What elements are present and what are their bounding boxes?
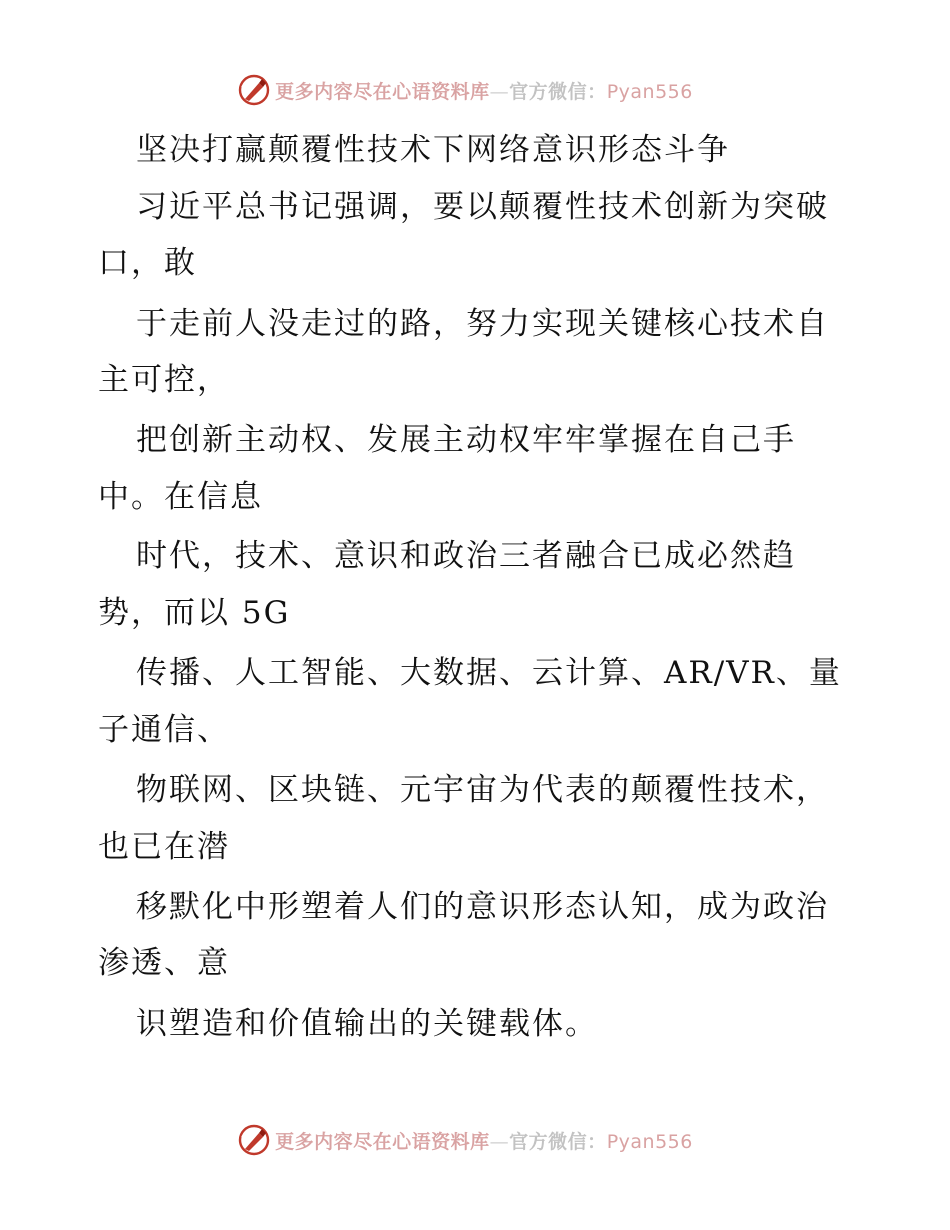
doc-line-4: 主可控， (98, 362, 230, 398)
doc-line-8: 势，而以 5G (98, 595, 291, 631)
header-banner-wechat: Pyan556 (606, 80, 693, 103)
doc-line-12: 也已在潜 (98, 829, 230, 865)
header-banner-dash: — (489, 80, 510, 103)
footer-banner-dash: — (489, 1130, 510, 1153)
footer-banner-inner (237, 1123, 693, 1157)
footer-banner (0, 1120, 950, 1160)
doc-line-6: 中。在信息 (98, 479, 263, 515)
doc-line-10: 子通信、 (98, 712, 230, 748)
doc-line-13: 移默化中形塑着人们的意识形态认知，成为政治 (136, 889, 829, 925)
doc-title: 坚决打赢颠覆性技术下网络意识形态斗争 (136, 132, 730, 168)
doc-line-11: 物联网、区块链、元宇宙为代表的颠覆性技术， (136, 772, 829, 808)
doc-line-2: 口，敢 (98, 245, 197, 281)
doc-line-3: 于走前人没走过的路，努力实现关键核心技术自 (136, 306, 829, 342)
header-banner-tail: 官方微信： (509, 80, 607, 103)
header-banner-main: 更多内容尽在心语资料库 (275, 80, 490, 103)
footer-banner-tail: 官方微信： (509, 1130, 607, 1153)
pen-logo-icon (237, 1123, 271, 1157)
header-banner (0, 70, 950, 110)
header-banner-inner (237, 73, 693, 107)
footer-banner-main: 更多内容尽在心语资料库 (275, 1130, 490, 1153)
doc-line-14: 渗透、意 (98, 945, 230, 981)
doc-line-7: 时代，技术、意识和政治三者融合已成必然趋 (136, 538, 796, 574)
footer-banner-wechat: Pyan556 (606, 1130, 693, 1153)
doc-line-15: 识塑造和价值输出的关键载体。 (136, 1006, 598, 1042)
doc-line-1: 习近平总书记强调，要以颠覆性技术创新为突破 (136, 189, 829, 225)
header-banner-text (275, 77, 693, 104)
doc-line-9: 传播、人工智能、大数据、云计算、AR/VR、量 (136, 655, 842, 691)
doc-line-5: 把创新主动权、发展主动权牢牢掌握在自己手 (136, 422, 796, 458)
footer-banner-text (275, 1127, 693, 1154)
pen-logo-icon (237, 73, 271, 107)
